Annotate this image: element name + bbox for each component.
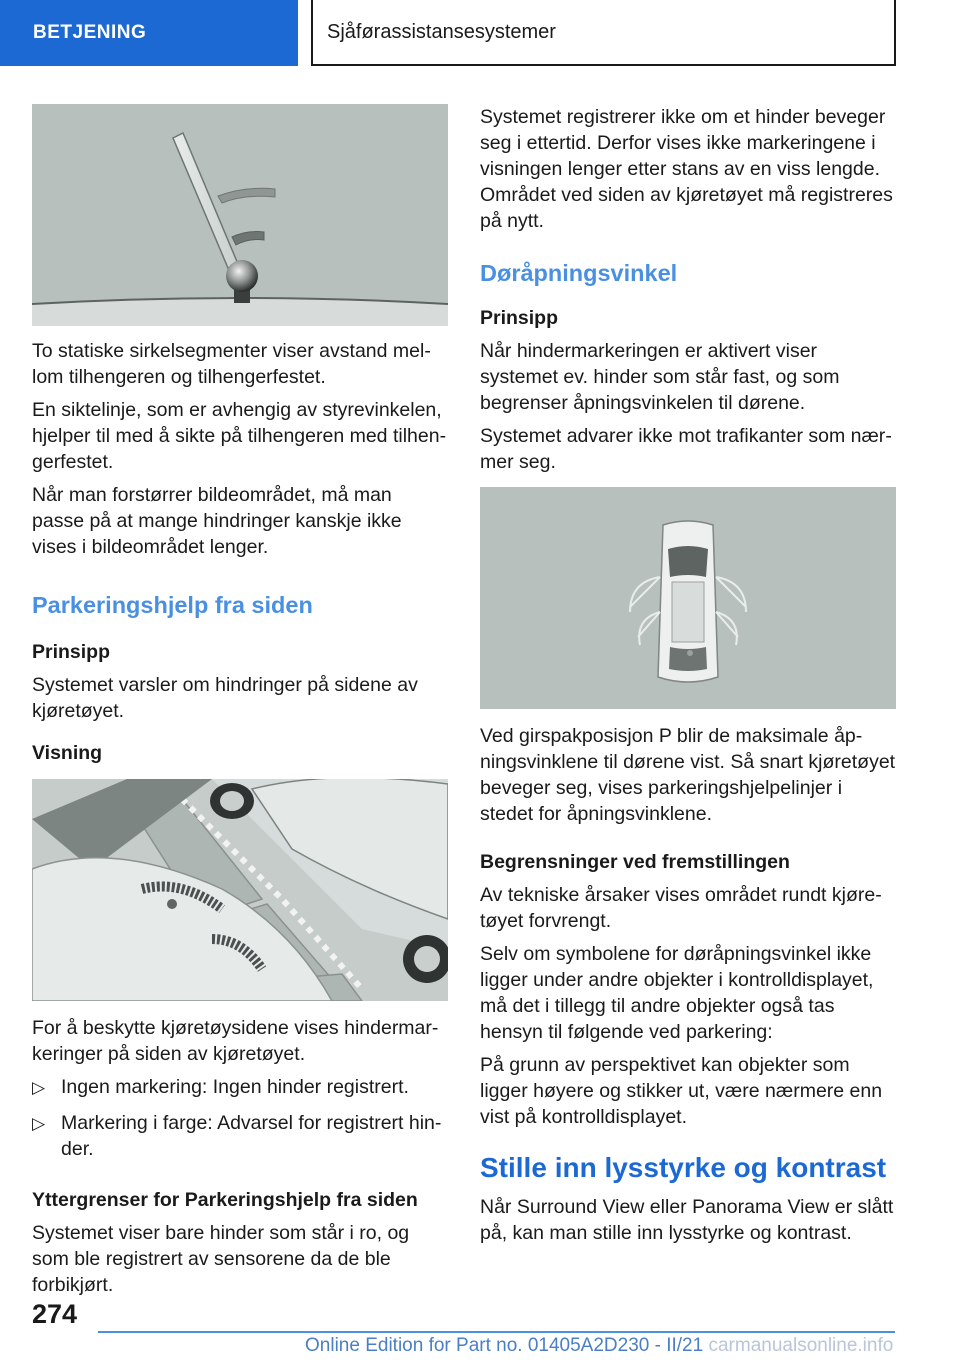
gear-position-text: Ved girspakposisjon P blir de maksimale åpningsvinklene til dørene vist. Så snart kjøretøyet beveger seg, vises parkeringshjelpelinjer i stedet for åpningsvinklene. <box>480 725 896 825</box>
side-limits-title: Yttergrenser for Parkeringshjelp fra siden <box>32 1189 418 1211</box>
left-column <box>32 104 448 1305</box>
brand-watermark[interactable]: carmanualsonline.info <box>708 1335 894 1356</box>
door-warning-text: Systemet advarer ikke mot trafikanter som nærmer seg. <box>480 425 892 473</box>
side-principle-text: Systemet varsler om hindringer på sidene av kjøretøyet. <box>32 674 418 722</box>
distortion-text: Av tekniske årsaker vises området rundt kjøretøyet forvrengt. <box>480 884 882 932</box>
brightness-text: Når Surround View eller Panorama View er slått på, kan man stille inn lysstyrke og kontrast. <box>480 1196 894 1244</box>
door-principle-text: Når hindermarkeringen er aktivert viser systemet ev. hinder som står fast, og som begrenser åpningsvinkelen til dørene. <box>480 340 840 414</box>
trailer-hitch-illustration <box>32 104 448 326</box>
door-angle-illustration <box>480 487 896 709</box>
obstacle-update-text: Systemet registrerer ikke om et hinder beveger seg i ettertid. Derfor vises ikke markeringene i visningen lenger etter stans av en viss lengde. Området ved siden av kjøretøyet må registreres på nytt. <box>480 106 893 232</box>
side-parking-figure <box>32 779 448 1001</box>
list-item: ▷ Ingen markering: Ingen hinder registrert. <box>32 1074 448 1100</box>
side-principle-title: Prinsipp <box>32 641 111 663</box>
trailer-sight-line-text: En siktelinje, som er avhengig av styrevinkelen, hjelper til med å sikte på tilhengeren med tilhengerfestet. <box>32 399 447 473</box>
side-limits-text: Systemet viser bare hinder som står i ro, og som ble registrert av sensorene da de ble forbikjørt. <box>32 1222 410 1296</box>
perspective-text: På grunn av perspektivet kan objekter som ligger høyere og stikker ut, være nærmere enn vist på kontrolldisplayet. <box>480 1054 883 1128</box>
trailer-zoom-text: Når man forstørrer bildeområdet, må man passe på at mange hindringer kanskje ikke vises i bildeområdet lenger. <box>32 484 402 558</box>
trailer-segments-text: To statiske sirkelsegmenter viser avstand mellom tilhengeren og tilhengerfestet. <box>32 340 431 388</box>
display-title: Visning <box>32 742 103 764</box>
brightness-heading: Stille inn lysstyrke og kontrast <box>480 1152 887 1183</box>
list-item: ▷ Markering i farge: Advarsel for registrert hinder. <box>32 1112 442 1160</box>
door-principle-title: Prinsipp <box>480 307 559 329</box>
edition-text: Online Edition for Part no. 01405A2D230 - II/21 <box>305 1335 704 1356</box>
section-tab[interactable]: BETJENING <box>0 0 298 66</box>
footer-divider <box>98 1331 895 1333</box>
door-symbols-text: Selv om symbolene for døråpningsvinkel ikke ligger under andre objekter i kontrolldisplayet, må det i tillegg til andre objekter også tas hensyn til følgende ved parkering: <box>480 943 874 1043</box>
footer-edition <box>305 1335 893 1357</box>
display-limits-title: Begrensninger ved fremstillingen <box>480 851 790 873</box>
page-header <box>0 0 960 66</box>
side-parking-heading: Parkeringshjelp fra siden <box>32 592 313 618</box>
door-angle-heading: Døråpningsvinkel <box>480 260 678 286</box>
page-number: 274 <box>32 1299 78 1329</box>
chapter-title: Sjåførassistansesystemer <box>311 0 896 66</box>
door-angle-figure <box>480 487 896 709</box>
trailer-hitch-figure <box>32 104 448 326</box>
side-parking-illustration <box>32 779 448 1001</box>
marker-legend-list <box>32 1074 448 1162</box>
right-column <box>480 104 896 1253</box>
side-markers-text: For å beskytte kjøretøysidene vises hindermarkeringer på siden av kjøretøyet. <box>32 1017 439 1065</box>
triangle-bullet-icon: ▷ <box>32 1078 46 1097</box>
triangle-bullet-icon: ▷ <box>32 1114 46 1133</box>
